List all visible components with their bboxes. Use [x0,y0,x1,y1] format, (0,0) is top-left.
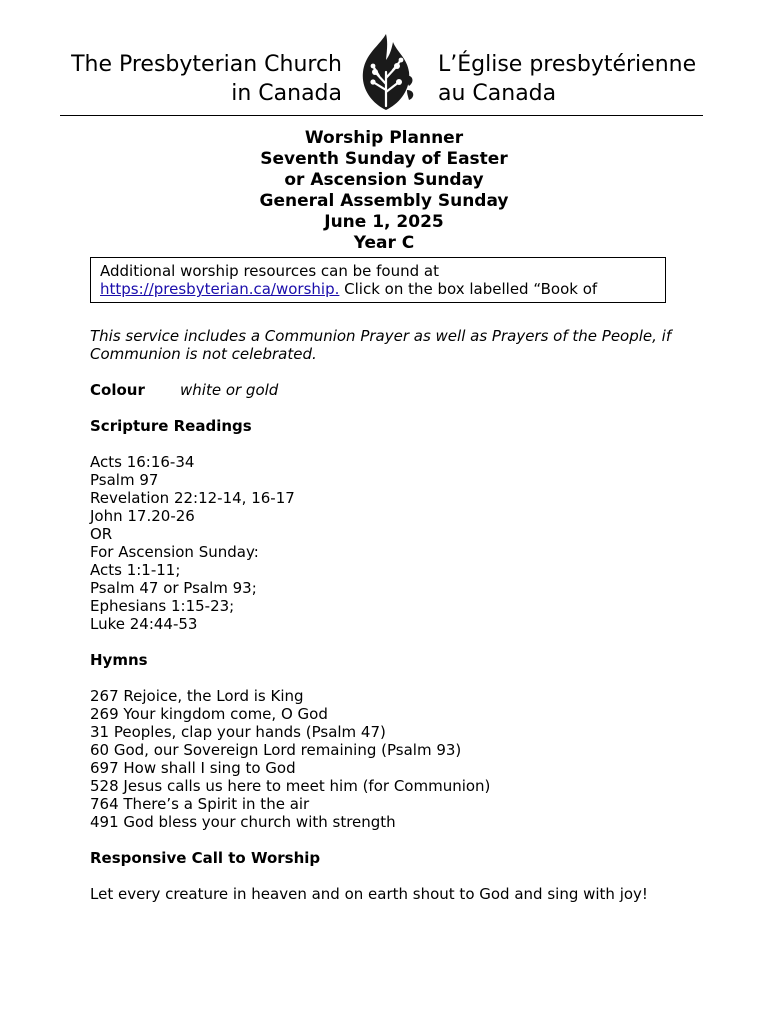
scripture-item: Psalm 97 [90,471,159,489]
scripture-item: John 17.20-26 [90,507,195,525]
worship-resources-link[interactable]: https://presbyterian.ca/worship. [100,280,340,298]
title-line-year: Year C [353,233,415,253]
resources-text: Additional worship resources can be found at [100,262,439,280]
title-line-ascension: or Ascension Sunday [284,170,484,190]
letterhead [60,28,704,116]
scripture-item: Revelation 22:12-14, 16-17 [90,489,295,507]
header-rule [60,115,703,116]
burning-bush-logo-icon [353,32,419,112]
hymn-item: 267 Rejoice, the Lord is King [90,687,304,705]
colour-row [90,381,690,399]
hymn-item: 697 How shall I sing to God [90,759,296,777]
scripture-list [90,453,690,633]
colour-label: Colour [90,381,145,399]
org-name-english-line2: in Canada [231,81,342,106]
call-to-worship-text: Let every creature in heaven and on earth shout to God and sing with joy! [90,885,648,903]
org-name-english-line1: The Presbyterian Church [71,52,342,77]
document-title [60,128,708,254]
org-name-french [438,50,696,108]
org-name-french-line2: au Canada [438,81,557,106]
scripture-item: Psalm 47 or Psalm 93; [90,579,257,597]
title-line-sunday: Seventh Sunday of Easter [260,149,508,169]
scripture-item: OR [90,525,113,543]
resources-text-after: Click on the box labelled “Book of [339,280,598,298]
hymn-item: 764 There’s a Spirit in the air [90,795,310,813]
scripture-item: For Ascension Sunday: [90,543,259,561]
hymn-item: 491 God bless your church with strength [90,813,396,831]
hymn-item: 269 Your kingdom come, O God [90,705,328,723]
document-body [90,327,690,903]
hymn-item: 60 God, our Sovereign Lord remaining (Psalm 93) [90,741,462,759]
title-line-planner: Worship Planner [304,128,464,148]
org-name-english [60,50,342,108]
scripture-item: Acts 1:1-11; [90,561,181,579]
scripture-item: Ephesians 1:15-23; [90,597,235,615]
call-to-worship-heading: Responsive Call to Worship [90,849,321,867]
colour-value: white or gold [180,381,279,399]
intro-note: This service includes a Communion Prayer as well as Prayers of the People, if Communion is not celebrated. [90,327,672,363]
scripture-heading: Scripture Readings [90,417,252,435]
resources-box [90,257,666,303]
scripture-item: Luke 24:44-53 [90,615,198,633]
hymns-list [90,687,690,831]
hymn-item: 31 Peoples, clap your hands (Psalm 47) [90,723,386,741]
title-line-date: June 1, 2025 [324,212,444,232]
org-name-french-line1: L’Église presbytérienne [438,52,697,77]
title-line-assembly: General Assembly Sunday [259,191,509,211]
hymn-item: 528 Jesus calls us here to meet him (for Communion) [90,777,491,795]
hymns-heading: Hymns [90,651,148,669]
scripture-item: Acts 16:16-34 [90,453,195,471]
